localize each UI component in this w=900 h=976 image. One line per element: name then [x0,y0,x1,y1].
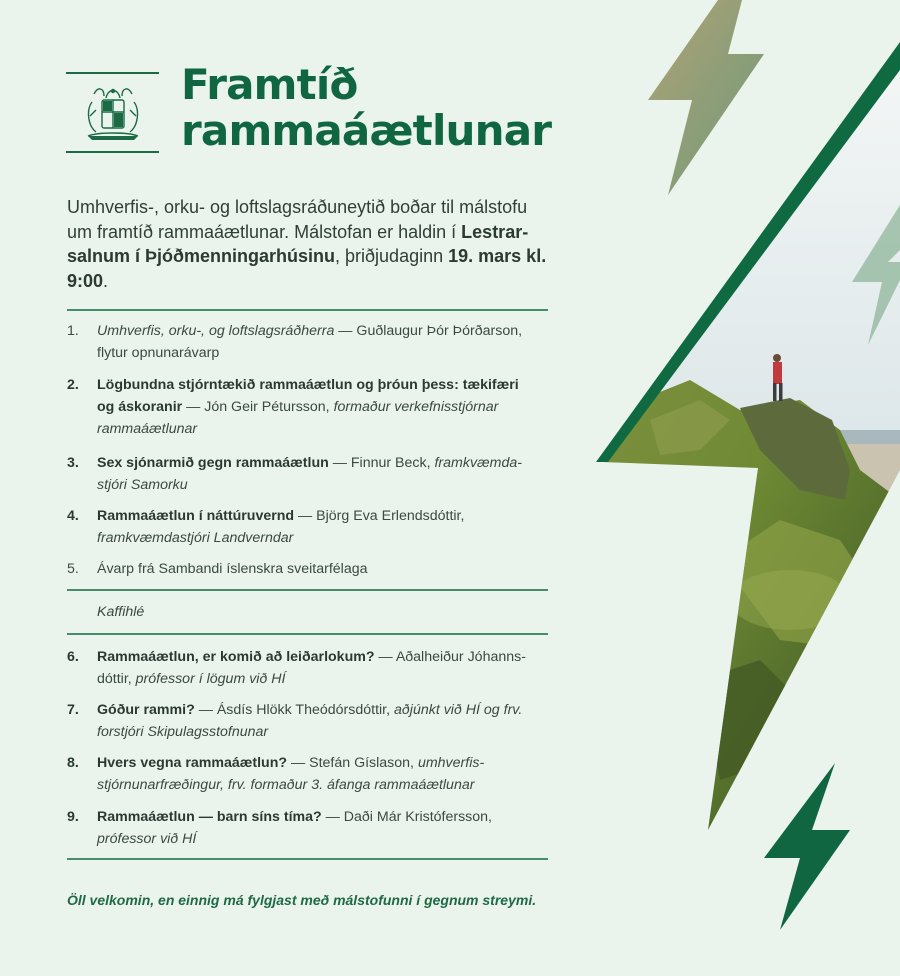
item-separator: — [294,508,317,524]
item-title: Hvers vegna rammaáætlun? [97,755,288,771]
item-title: Sex sjónarmið gegn rammaáætlun [97,455,329,471]
item-separator: — [194,702,217,718]
item-role: aðjúnkt við HÍ og frv. forstjóri Skipulagsstofnunar [97,702,523,740]
item-separator: — [182,399,205,415]
item-role: framkvæmdastjóri Landverndar [97,530,294,546]
item-role: umhverfis-stjórnunarfræðingur, frv. formaður 3. áfanga rammaáætlunar [97,755,485,793]
item-speaker: Björg Eva Erlendsdóttir, [316,508,465,524]
header-bottom-rule [66,151,159,153]
icelandic-coat-of-arms-icon [84,82,142,144]
item-title: Umhverfis, orku-, og loftslagsráðherra [97,323,335,339]
item-role: prófessor í lögum við HÍ [135,671,286,687]
item-title: Rammaáætlun í náttúruvernd [97,508,295,524]
item-separator: — [287,755,310,771]
item-separator: — [374,649,396,665]
item-separator: — [328,455,351,471]
title-line-2: rammaáætlunar [181,106,552,155]
item-speaker: Guðlaugur Þór Þórðarson, [356,323,523,339]
item-number: 1. [67,323,79,339]
item-number: 6. [67,649,79,665]
divider [67,309,548,311]
item-role: framkvæmda-stjóri Samorku [97,455,522,493]
item-speaker: Ásdís Hlökk Theódórsdóttir, [216,702,391,718]
item-role: prófessor við HÍ [97,831,197,847]
intro-venue: Lestrar-salnum í Þjóðmenningarhúsinu [67,221,529,266]
item-title: Rammaáætlun — barn síns tíma? [97,809,322,825]
item-title: Lögbundna stjórntækið rammaáætlun og þróun þess: tækifæri og áskoranir [97,377,519,415]
item-speaker: Finnur Beck, [350,455,431,471]
intro-text: Umhverfis-, orku- og loftslagsráðuneytið boðar til málstofu um framtíð rammaáætlunar. Málstofan er haldin í [67,197,528,242]
title-line-1: Framtíð [181,60,358,109]
footer-note: Öll velkomin, en einnig má fylgjast með málstofunni í gegnum streymi. [67,892,537,908]
divider [67,633,548,635]
item-speaker: Aðalheiður Jóhanns-dóttir, [97,649,526,687]
header-top-rule [66,72,159,74]
divider [67,589,548,591]
break-label: Kaffihlé [97,604,145,620]
item-number: 4. [67,508,79,524]
item-title: Góður rammi? [97,702,195,718]
item-number: 8. [67,755,79,771]
item-number: 5. [67,561,79,577]
item-role: formaður verkefnisstjórnar rammaáætlunar [97,399,499,437]
lightning-bolt-icon [764,763,850,930]
divider [67,858,548,860]
intro-text-3: . [103,270,109,291]
lightning-bolt-icon [648,0,764,195]
item-title: Rammaáætlun, er komið að leiðarlokum? [97,649,375,665]
item-number: 9. [67,809,79,825]
item-speaker: Stefán Gíslason, [309,755,414,771]
item-speaker: Jón Geir Pétursson, [204,399,330,415]
page-title [181,62,601,154]
item-number: 7. [67,702,79,718]
item-note: flytur opnunarávarp [97,345,220,361]
item-separator: — [334,323,357,339]
intro-paragraph [67,195,557,293]
item-number: 3. [67,455,79,471]
item-title: Ávarp frá Sambandi íslenskra sveitarfélaga [97,561,368,577]
item-separator: — [321,809,344,825]
intro-text-2: , þriðjudaginn [335,246,449,266]
intro-date: 19. mars kl. 9:00 [67,246,547,291]
item-number: 2. [67,377,79,393]
item-speaker: Daði Már Kristófersson, [343,809,492,825]
